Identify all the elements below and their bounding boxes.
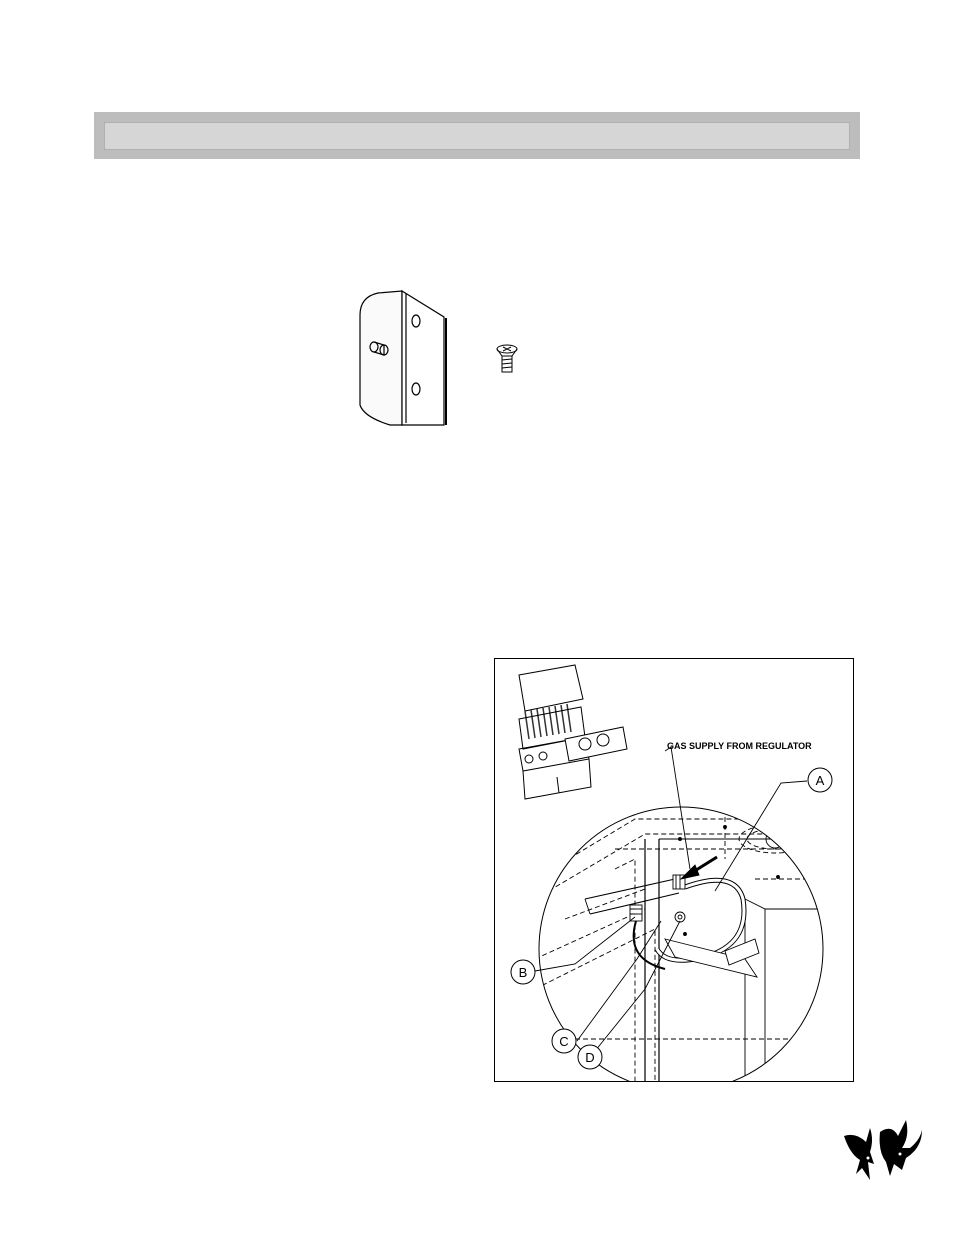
label-b [511,960,535,984]
eagle-logo [840,1118,924,1184]
label-c [552,1029,576,1053]
magnified-view [535,807,853,1081]
screw-icon [494,342,520,376]
svg-text:C: C [559,1034,569,1049]
svg-text:B: B [518,965,528,980]
gas-connection-diagram [494,658,854,1082]
section-header-bar [94,112,860,159]
svg-text:D: D [585,1050,595,1065]
grill-thumbnail [519,665,627,799]
callout-gas-supply: GAS SUPPLY FROM REGULATOR [667,741,812,751]
label-d [578,1045,602,1069]
mounting-bracket-icon [350,285,460,430]
section-header-bar-inner [104,122,850,150]
label-a [808,768,832,792]
svg-text:A: A [815,773,825,788]
